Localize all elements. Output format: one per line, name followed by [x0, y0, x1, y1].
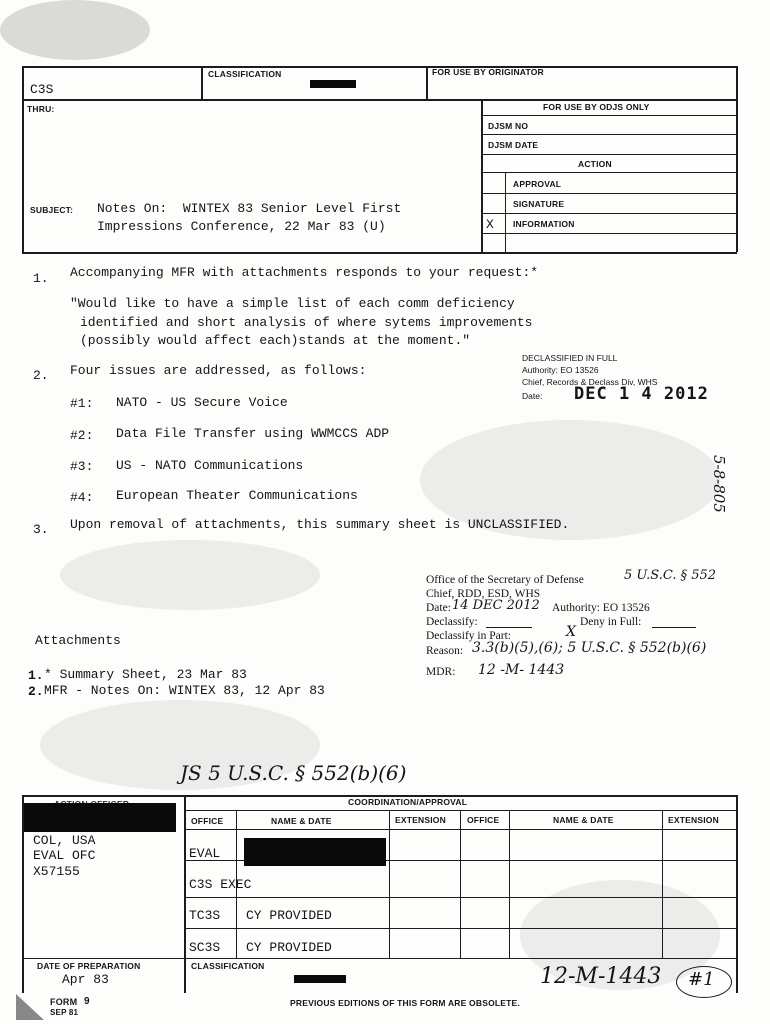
declass-stamp-line-3: Chief, Records & Declass Div, WHS [522, 377, 658, 387]
odjs-rule [481, 115, 737, 116]
attachment-2-number: 2. [28, 684, 44, 699]
coord-col-divider [460, 810, 461, 958]
scan-smudge [0, 0, 150, 60]
osd-mdr-label: MDR: [426, 666, 456, 678]
odjs-rule [481, 193, 737, 194]
form-date: SEP 81 [50, 1008, 79, 1017]
handwritten-exemption-note: JS 5 U.S.C. § 552(b)(6) [180, 761, 407, 785]
header-bottom-rule [22, 99, 737, 101]
to-office: C3S [30, 82, 54, 97]
col-office-1: OFFICE [191, 816, 224, 826]
col-name-date-2: NAME & DATE [553, 815, 614, 825]
issue-2-number: #2: [70, 428, 94, 443]
subject-label: SUBJECT: [30, 205, 74, 215]
coord-col-divider [662, 810, 663, 958]
osd-office-line: Office of the Secretary of Defense [426, 574, 584, 586]
approval-label: APPROVAL [513, 179, 562, 189]
col-extension-2: EXTENSION [668, 815, 719, 825]
para-2-number: 2. [33, 368, 49, 383]
osd-declassify-label: Declassify: [426, 616, 478, 628]
osd-chief-line: Chief, RDD, ESD, WHS [426, 588, 541, 600]
quote-line-2: identified and short analysis of where sytems improvements [80, 315, 533, 330]
issue-4-text: European Theater Communications [116, 488, 358, 503]
form-right-border [736, 66, 738, 252]
odjs-left-border [481, 99, 483, 252]
coord-bottom-rule [22, 958, 737, 959]
osd-mdr-handwritten: 12 -M- 1443 [478, 662, 565, 678]
redaction-bar [294, 975, 346, 983]
date-of-preparation-label: DATE OF PREPARATION [37, 961, 141, 971]
declass-stamp-date-label: Date: [522, 391, 543, 401]
header-divider [426, 66, 428, 99]
quote-line-1: "Would like to have a simple list of each comm deficiency [70, 296, 515, 311]
coord-row-1-office: EVAL [189, 846, 221, 861]
header-top-rule [22, 66, 737, 68]
issue-3-number: #3: [70, 459, 94, 474]
redacted-officer-name [24, 803, 176, 832]
osd-partial-mark: X [566, 624, 576, 640]
para-3-text: Upon removal of attachments, this summary sheet is UNCLASSIFIED. [70, 517, 570, 532]
coordination-header: COORDINATION/APPROVAL [348, 797, 468, 807]
declass-stamp-date: DEC 1 4 2012 [574, 384, 709, 404]
officer-line-1: COL, USA [33, 833, 96, 848]
scan-speckle [60, 540, 320, 610]
odjs-rule [481, 172, 737, 173]
subject-line-2: Impressions Conference, 22 Mar 83 (U) [97, 219, 386, 234]
osd-reason-handwritten: 3.3(b)(5),(6); 5 U.S.C. § 552(b)(6) [472, 640, 707, 656]
attachment-2-text: MFR - Notes On: WINTEX 83, 12 Apr 83 [44, 683, 325, 698]
redaction-bar [310, 80, 356, 88]
coord-col-divider [509, 810, 510, 958]
issue-1-number: #1: [70, 396, 94, 411]
osd-date-label: Date: [426, 602, 451, 614]
information-check-mark: X [486, 217, 494, 232]
issue-3-text: US - NATO Communications [116, 458, 304, 473]
osd-authority: Authority: EO 13526 [552, 602, 650, 614]
subject-bottom-rule [22, 252, 737, 254]
coord-row-3-office: TC3S [189, 908, 221, 923]
signature-label: SIGNATURE [513, 199, 565, 209]
odjs-checkbox-divider [505, 172, 506, 252]
declass-stamp-line-1: DECLASSIFIED IN FULL [522, 353, 618, 363]
odjs-rule [481, 154, 737, 155]
para-1-number: 1. [33, 271, 49, 286]
obsolete-notice: PREVIOUS EDITIONS OF THIS FORM ARE OBSOLETE. [290, 998, 520, 1008]
thru-label: THRU: [27, 104, 55, 114]
bottom-classification-label: CLASSIFICATION [191, 961, 265, 971]
form-left-border [22, 66, 24, 252]
corner-mark [16, 994, 44, 1020]
odjs-header: FOR USE BY ODJS ONLY [543, 102, 650, 112]
classification-label: CLASSIFICATION [208, 69, 282, 79]
coord-row-4-name: CY PROVIDED [246, 940, 332, 955]
header-divider [201, 66, 203, 99]
issue-2-text: Data File Transfer using WWMCCS ADP [116, 426, 390, 441]
djsm-date-label: DJSM DATE [488, 140, 539, 150]
handwritten-reference: 12-M-1443 [540, 964, 662, 989]
col-office-2: OFFICE [467, 815, 500, 825]
form-label: FORM [50, 997, 78, 1007]
date-of-preparation: Apr 83 [62, 972, 109, 987]
action-header: ACTION [578, 159, 612, 169]
form-number: 9 [84, 996, 90, 1007]
quote-line-3: (possibly would affect each)stands at the moment." [80, 333, 471, 348]
coord-col-divider [389, 810, 390, 958]
osd-date-handwritten: 14 DEC 2012 [452, 598, 540, 613]
col-extension-1: EXTENSION [395, 815, 446, 825]
odjs-rule [481, 134, 737, 135]
issue-4-number: #4: [70, 490, 94, 505]
osd-deny-blank [652, 627, 696, 628]
redacted-coord-name [244, 838, 386, 866]
handwritten-tag: #1 [688, 969, 715, 990]
coord-row-4-office: SC3S [189, 940, 221, 955]
para-3-number: 3. [33, 522, 49, 537]
information-label: INFORMATION [513, 219, 575, 229]
djsm-no-label: DJSM NO [488, 121, 529, 131]
odjs-rule [481, 233, 737, 234]
side-annotation: 5-8-805 [710, 455, 728, 513]
coord-right-border [736, 795, 738, 993]
attachment-1-text: * Summary Sheet, 23 Mar 83 [44, 667, 247, 682]
coord-row-3-name: CY PROVIDED [246, 908, 332, 923]
osd-declassify-blank [486, 627, 532, 628]
originator-label: FOR USE BY ORIGINATOR [432, 67, 544, 77]
coord-officer-divider [184, 795, 186, 993]
para-1-text: Accompanying MFR with attachments responds to your request:* [70, 265, 539, 280]
officer-line-3: X57155 [33, 864, 80, 879]
osd-partial-label: Declassify in Part: [426, 630, 511, 642]
attachment-1-number: 1. [28, 668, 44, 683]
coord-row-2-office: C3S EXEC [189, 877, 252, 892]
subject-line-1: Notes On: WINTEX 83 Senior Level First [97, 201, 402, 216]
osd-deny-label: Deny in Full: [580, 616, 642, 628]
officer-line-2: EVAL OFC [33, 848, 96, 863]
col-name-date-1: NAME & DATE [271, 816, 332, 826]
declass-stamp-line-2: Authority: EO 13526 [522, 365, 599, 375]
attachments-heading: Attachments [35, 633, 121, 648]
issue-1-text: NATO - US Secure Voice [116, 395, 288, 410]
odjs-rule [481, 213, 737, 214]
para-2-text: Four issues are addressed, as follows: [70, 363, 367, 378]
osd-handwritten-statute: 5 U.S.C. § 552 [624, 568, 717, 583]
osd-reason-label: Reason: [426, 645, 464, 657]
